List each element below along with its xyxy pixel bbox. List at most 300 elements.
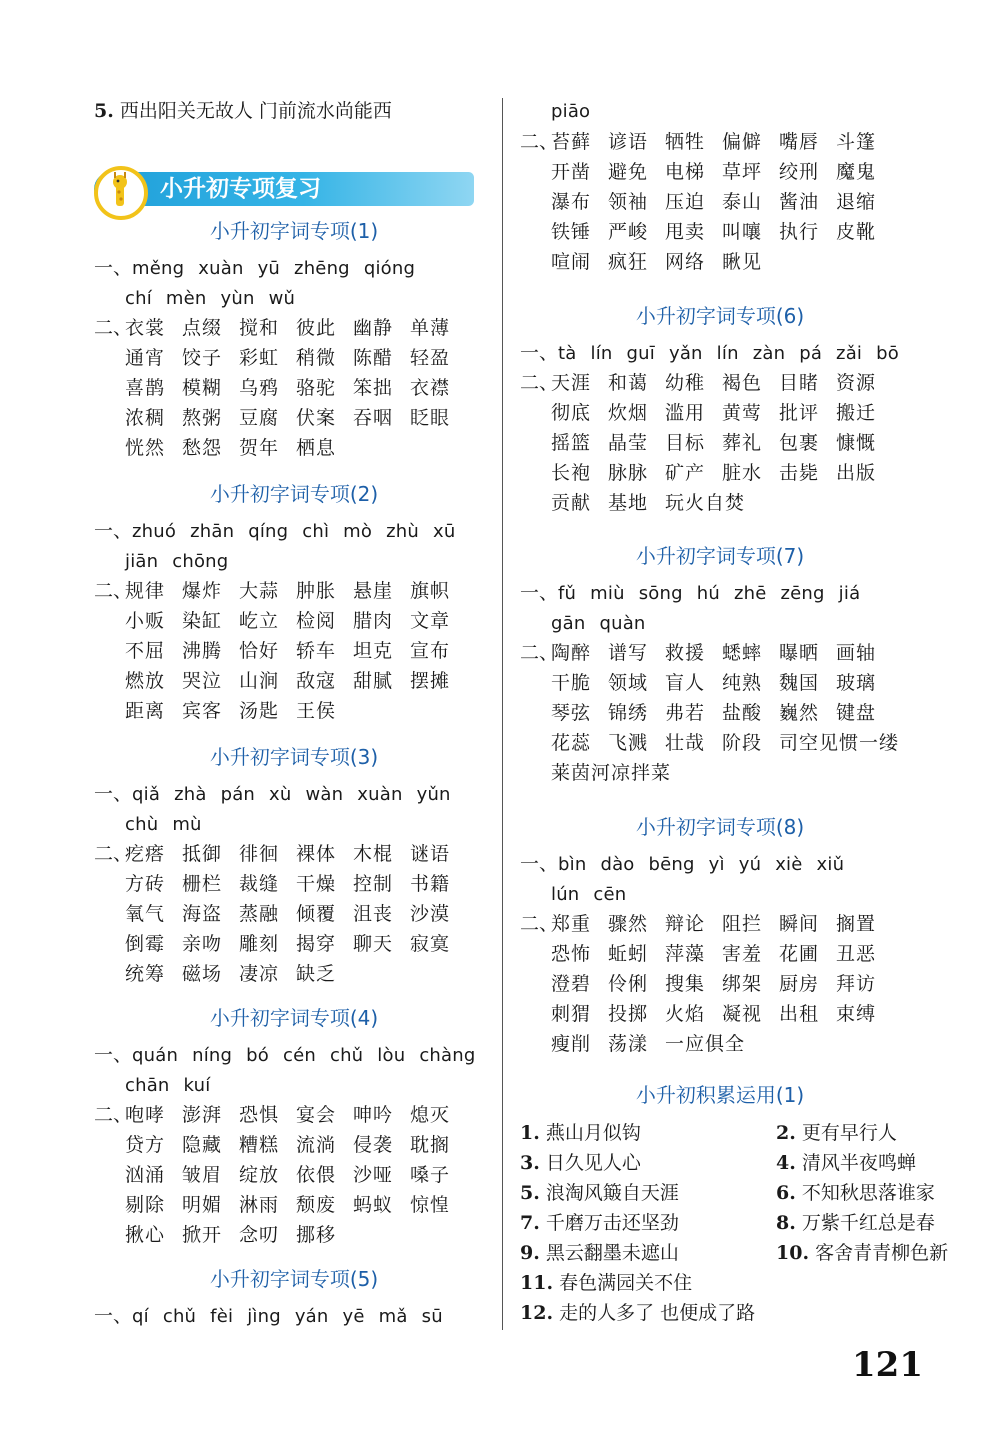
word: 隐藏 (182, 1134, 223, 1156)
word: 投掷 (608, 1003, 649, 1025)
word: 厨房 (779, 973, 820, 995)
word: 彻底 (551, 402, 592, 424)
word: 眨眼 (410, 407, 451, 429)
accumulation-item (776, 1212, 935, 1234)
accumulation-item (776, 1122, 897, 1144)
pinyin: qióng (363, 258, 416, 279)
text-line (520, 611, 660, 635)
pinyin: mò (343, 521, 373, 542)
word: 缺乏 (296, 963, 337, 985)
accumulation-item (776, 1242, 948, 1264)
word: 幽静 (353, 317, 394, 339)
word: 键盘 (836, 702, 877, 724)
top-answer-line: 5. 西出阳关无故人 门前流水尚能西 (94, 100, 392, 122)
item-text: 万紫千红总是春 (801, 1212, 935, 1234)
item-number: 2. (776, 1122, 796, 1144)
word: 黄莺 (722, 402, 763, 424)
item-number: 8. (776, 1212, 796, 1234)
word: 氧气 (125, 903, 166, 925)
word: 王侯 (296, 700, 337, 722)
item-marker: 二、 (520, 372, 559, 394)
word: 搬迁 (836, 402, 877, 424)
word: 干燥 (296, 873, 337, 895)
item-number: 5. (520, 1182, 540, 1204)
word: 贺年 (239, 437, 280, 459)
word: 规律 (125, 580, 166, 602)
text-line (94, 376, 467, 400)
word: 爆炸 (182, 580, 223, 602)
word: 检阅 (296, 610, 337, 632)
text-line (520, 852, 858, 876)
pinyin: jìng (247, 1306, 281, 1327)
word: 摆摊 (410, 670, 451, 692)
text-line (520, 731, 916, 755)
pinyin: zhà (174, 784, 207, 805)
word: 愁怨 (182, 437, 223, 459)
word: 不屈 (125, 640, 166, 662)
item-marker: 一、 (520, 582, 559, 604)
word: 谱写 (608, 642, 649, 664)
word: 萍藻 (665, 943, 706, 965)
text-line (94, 519, 469, 543)
pinyin: xù (269, 784, 292, 805)
pinyin: xū (433, 521, 456, 542)
pinyin: mǎ (378, 1306, 408, 1327)
section-title: 小升初字词专项(3) (209, 745, 379, 769)
word: 严峻 (608, 221, 649, 243)
text-line (94, 609, 467, 633)
text-line (94, 872, 467, 896)
pinyin: wǔ (268, 288, 296, 309)
pinyin: bó (246, 1045, 269, 1066)
word: 熄灭 (410, 1104, 451, 1126)
item-text: 黑云翻墨未遮山 (545, 1242, 679, 1264)
text-line (94, 579, 467, 603)
word: 澄碧 (551, 973, 592, 995)
section-title: 小升初字词专项(1) (209, 219, 379, 243)
pinyin: jiān (125, 551, 159, 572)
item-marker: 二、 (520, 913, 559, 935)
word: 瘦削 (551, 1033, 592, 1055)
word: 亲吻 (182, 933, 223, 955)
pinyin: gān (551, 613, 586, 634)
text-line (520, 1271, 692, 1295)
word: 害羞 (722, 943, 763, 965)
word: 旗帜 (410, 580, 451, 602)
word: 偏僻 (722, 131, 763, 153)
page-number: 121 (852, 1345, 923, 1385)
word: 幼稚 (665, 372, 706, 394)
word: 魔鬼 (836, 161, 877, 183)
word: 阻拦 (722, 913, 763, 935)
word: 疯狂 (608, 251, 649, 273)
word: 雕刻 (239, 933, 280, 955)
item-marker: 二、 (94, 580, 133, 602)
pinyin: lín (590, 343, 613, 364)
word: 盐酸 (722, 702, 763, 724)
word: 呻吟 (353, 1104, 394, 1126)
word: 彩虹 (239, 347, 280, 369)
accumulation-title: 小升初积累运用(1) (635, 1083, 805, 1107)
item-marker: 二、 (94, 843, 133, 865)
word: 裁缝 (239, 873, 280, 895)
pinyin: fèi (210, 1306, 234, 1327)
word: 搜集 (665, 973, 706, 995)
word: 郑重 (551, 913, 592, 935)
item-marker: 一、 (520, 342, 559, 364)
word: 方砖 (125, 873, 166, 895)
word: 衣襟 (410, 377, 451, 399)
word: 依偎 (296, 1164, 337, 1186)
pinyin: qí (132, 1306, 149, 1327)
word: 司空见惯 (779, 732, 860, 754)
text-line (520, 671, 893, 695)
pinyin: jiá (838, 583, 861, 604)
word: 锦绣 (608, 702, 649, 724)
word: 浓稠 (125, 407, 166, 429)
word: 熬粥 (182, 407, 223, 429)
item-marker: 一、 (94, 783, 133, 805)
word: 酱油 (779, 191, 820, 213)
word: 摇篮 (551, 432, 592, 454)
word: 绽放 (239, 1164, 280, 1186)
pinyin: zhān (190, 521, 235, 542)
word: 惊惶 (410, 1194, 451, 1216)
accumulation-item (776, 1152, 916, 1174)
text-line (520, 341, 913, 365)
word: 陈醋 (353, 347, 394, 369)
item-text: 春色满园关不住 (559, 1272, 693, 1294)
text-line (94, 406, 467, 430)
word: 燃放 (125, 670, 166, 692)
text-line (94, 842, 467, 866)
text-line (94, 782, 465, 806)
item-marker: 二、 (94, 317, 133, 339)
word: 耽搁 (410, 1134, 451, 1156)
word: 喜鹊 (125, 377, 166, 399)
word: 揪心 (125, 1224, 166, 1246)
word: 玻璃 (836, 672, 877, 694)
word: 褐色 (722, 372, 763, 394)
pinyin: xuàn (198, 258, 244, 279)
section-banner (94, 158, 474, 218)
text-line (520, 1181, 935, 1205)
text-line (520, 371, 893, 395)
word: 瞬间 (779, 913, 820, 935)
word: 吞咽 (353, 407, 394, 429)
word: 小贩 (125, 610, 166, 632)
text-line (94, 699, 353, 723)
item-number: 9. (520, 1242, 540, 1264)
pinyin: chōng (172, 551, 229, 572)
word: 谜语 (410, 843, 451, 865)
text-line (520, 1301, 755, 1325)
item-marker: 一、 (94, 257, 133, 279)
text-line (520, 1002, 893, 1026)
pinyin: cén (282, 1045, 316, 1066)
pinyin: zhù (386, 521, 419, 542)
text-line (520, 431, 893, 455)
word: 统筹 (125, 963, 166, 985)
giraffe-icon (94, 166, 148, 220)
pinyin: guī (626, 343, 655, 364)
item-marker: 二、 (94, 1104, 133, 1126)
section-title: 小升初字词专项(2) (209, 482, 379, 506)
word: 喧闹 (551, 251, 592, 273)
word: 磁场 (182, 963, 223, 985)
pinyin: níng (192, 1045, 233, 1066)
word: 辩论 (665, 913, 706, 935)
accumulation-item (520, 1272, 692, 1294)
item-number: 1. (520, 1122, 540, 1144)
accumulation-item (520, 1302, 755, 1324)
word: 干脆 (551, 672, 592, 694)
word: 宣布 (410, 640, 451, 662)
word: 出版 (836, 462, 877, 484)
word: 恰好 (239, 640, 280, 662)
pinyin: chì (302, 521, 330, 542)
word: 哭泣 (182, 670, 223, 692)
pinyin: chǔ (329, 1045, 364, 1066)
text-line (94, 286, 309, 310)
word: 瞅见 (722, 251, 763, 273)
pinyin: zēng (780, 583, 825, 604)
word: 栖息 (296, 437, 337, 459)
pinyin: cēn (593, 884, 627, 905)
word: 叫嚷 (722, 221, 763, 243)
text-line (94, 436, 353, 460)
word: 淋雨 (239, 1194, 280, 1216)
text-line (94, 1103, 467, 1127)
word: 泰山 (722, 191, 763, 213)
word: 栅栏 (182, 873, 223, 895)
word: 滥用 (665, 402, 706, 424)
word: 避免 (608, 161, 649, 183)
word: 基地 (608, 492, 649, 514)
word: 弗若 (665, 702, 706, 724)
pinyin: yùn (220, 288, 255, 309)
word: 击毙 (779, 462, 820, 484)
accumulation-item (520, 1121, 776, 1145)
word: 玩火自焚 (665, 492, 746, 514)
word: 凝视 (722, 1003, 763, 1025)
pinyin: yú (738, 854, 762, 875)
word: 嘴唇 (779, 131, 820, 153)
text-line (94, 1133, 467, 1157)
word: 距离 (125, 700, 166, 722)
word: 天涯 (551, 372, 592, 394)
text-line (520, 190, 893, 214)
word: 乌鸦 (239, 377, 280, 399)
text-line (520, 1121, 897, 1145)
word: 陶醉 (551, 642, 592, 664)
pinyin: chǔ (162, 1306, 197, 1327)
word: 包裹 (779, 432, 820, 454)
section-title: 小升初字词专项(8) (635, 815, 805, 839)
word: 聊天 (353, 933, 394, 955)
pinyin: bēng (648, 854, 695, 875)
column-divider (502, 98, 503, 1330)
text-line (94, 1223, 353, 1247)
text-line (94, 639, 467, 663)
pinyin: yán (294, 1306, 329, 1327)
word: 咆哮 (125, 1104, 166, 1126)
pinyin: miù (590, 583, 625, 604)
pinyin: kuí (183, 1075, 211, 1096)
section-5-pinyin-line (94, 1304, 457, 1328)
pinyin: zǎi (836, 343, 863, 364)
text-line (94, 812, 216, 836)
text-line (520, 1032, 745, 1056)
word: 退缩 (836, 191, 877, 213)
word: 魏国 (779, 672, 820, 694)
word: 斗篷 (836, 131, 877, 153)
word: 牺牲 (665, 131, 706, 153)
pinyin: chàng (419, 1045, 476, 1066)
text-line (520, 972, 893, 996)
word: 曝晒 (779, 642, 820, 664)
word: 大蒜 (239, 580, 280, 602)
word: 文章 (410, 610, 451, 632)
word: 裸体 (296, 843, 337, 865)
pinyin: zhē (733, 583, 767, 604)
word: 蚂蚁 (353, 1194, 394, 1216)
word: 草坪 (722, 161, 763, 183)
text-line (520, 912, 893, 936)
item-number: 6. (776, 1182, 796, 1204)
word: 皮靴 (836, 221, 877, 243)
word: 荡漾 (608, 1033, 649, 1055)
pinyin: yì (708, 854, 725, 875)
word: 肿胀 (296, 580, 337, 602)
word: 恐惧 (239, 1104, 280, 1126)
word: 铁锤 (551, 221, 592, 243)
text-line (94, 1193, 467, 1217)
word: 资源 (836, 372, 877, 394)
text-line (94, 549, 242, 573)
item-number: 10. (776, 1242, 810, 1264)
word: 火焰 (665, 1003, 706, 1025)
word: 贷方 (125, 1134, 166, 1156)
word: 饺子 (182, 347, 223, 369)
word: 衣裳 (125, 317, 166, 339)
word: 绞刑 (779, 161, 820, 183)
top-answer-text: 西出阳关无故人 门前流水尚能西 (119, 100, 392, 122)
word: 瀑布 (551, 191, 592, 213)
word: 丑恶 (836, 943, 877, 965)
text-line (520, 491, 745, 515)
word: 出租 (779, 1003, 820, 1025)
pinyin: zàn (752, 343, 786, 364)
word: 书籍 (410, 873, 451, 895)
word: 掀开 (182, 1224, 223, 1246)
pinyin: chù (125, 814, 159, 835)
word: 开凿 (551, 161, 592, 183)
word: 颓废 (296, 1194, 337, 1216)
item-marker: 一、 (94, 1044, 133, 1066)
word: 澎湃 (182, 1104, 223, 1126)
text-line (520, 641, 893, 665)
word: 伏案 (296, 407, 337, 429)
pinyin: tà (558, 343, 577, 364)
item-text: 浪淘风簸自天涯 (545, 1182, 679, 1204)
word: 目睹 (779, 372, 820, 394)
word: 飞溅 (608, 732, 649, 754)
pinyin: bìn (558, 854, 587, 875)
pinyin: sū (421, 1306, 443, 1327)
word: 苔藓 (551, 131, 592, 153)
accumulation-item (520, 1211, 776, 1235)
item-text: 千磨万击还坚劲 (545, 1212, 679, 1234)
word: 模糊 (182, 377, 223, 399)
word: 脏水 (722, 462, 763, 484)
word: 花圃 (779, 943, 820, 965)
word: 莱茵河 (551, 762, 612, 784)
pinyin: lín (716, 343, 739, 364)
word: 控制 (353, 873, 394, 895)
word: 恐怖 (551, 943, 592, 965)
text-line (94, 346, 467, 370)
text-line (94, 256, 429, 280)
word: 抵御 (182, 843, 223, 865)
section-title: 小升初字词专项(4) (209, 1006, 379, 1030)
accumulation-item (520, 1241, 776, 1265)
text-line (520, 461, 893, 485)
word: 疙瘩 (125, 843, 166, 865)
word: 晶莹 (608, 432, 649, 454)
text-line (520, 220, 893, 244)
word: 绑架 (722, 973, 763, 995)
text-line (520, 761, 671, 785)
word: 木棍 (353, 843, 394, 865)
word: 琴弦 (551, 702, 592, 724)
text-line (94, 1043, 490, 1067)
word: 汹涌 (125, 1164, 166, 1186)
item-marker: 二、 (520, 642, 559, 664)
text-line (94, 902, 467, 926)
item-number: 11. (520, 1272, 554, 1294)
text-line (520, 250, 779, 274)
word: 笨拙 (353, 377, 394, 399)
word: 稍微 (296, 347, 337, 369)
word: 花蕊 (551, 732, 592, 754)
pinyin: bō (876, 343, 899, 364)
pinyin: quán (132, 1045, 179, 1066)
word: 染缸 (182, 610, 223, 632)
item-number: 12. (520, 1302, 554, 1324)
word: 悬崖 (353, 580, 394, 602)
accumulation-item (776, 1182, 935, 1204)
word: 挪移 (296, 1224, 337, 1246)
text-line (520, 1241, 948, 1265)
word: 骤然 (608, 913, 649, 935)
item-text: 燕山月似钩 (545, 1122, 641, 1144)
text-line (520, 701, 893, 725)
word: 骆驼 (296, 377, 337, 399)
word: 倾覆 (296, 903, 337, 925)
text-line (520, 581, 874, 605)
word: 救援 (665, 642, 706, 664)
item-text: 日久见人心 (545, 1152, 641, 1174)
word: 和蔼 (608, 372, 649, 394)
pinyin: mù (172, 814, 202, 835)
text-line (94, 962, 353, 986)
word: 电梯 (665, 161, 706, 183)
word: 纯熟 (722, 672, 763, 694)
word: 搅和 (239, 317, 280, 339)
pinyin: qíng (248, 521, 289, 542)
word: 一缕 (859, 732, 900, 754)
